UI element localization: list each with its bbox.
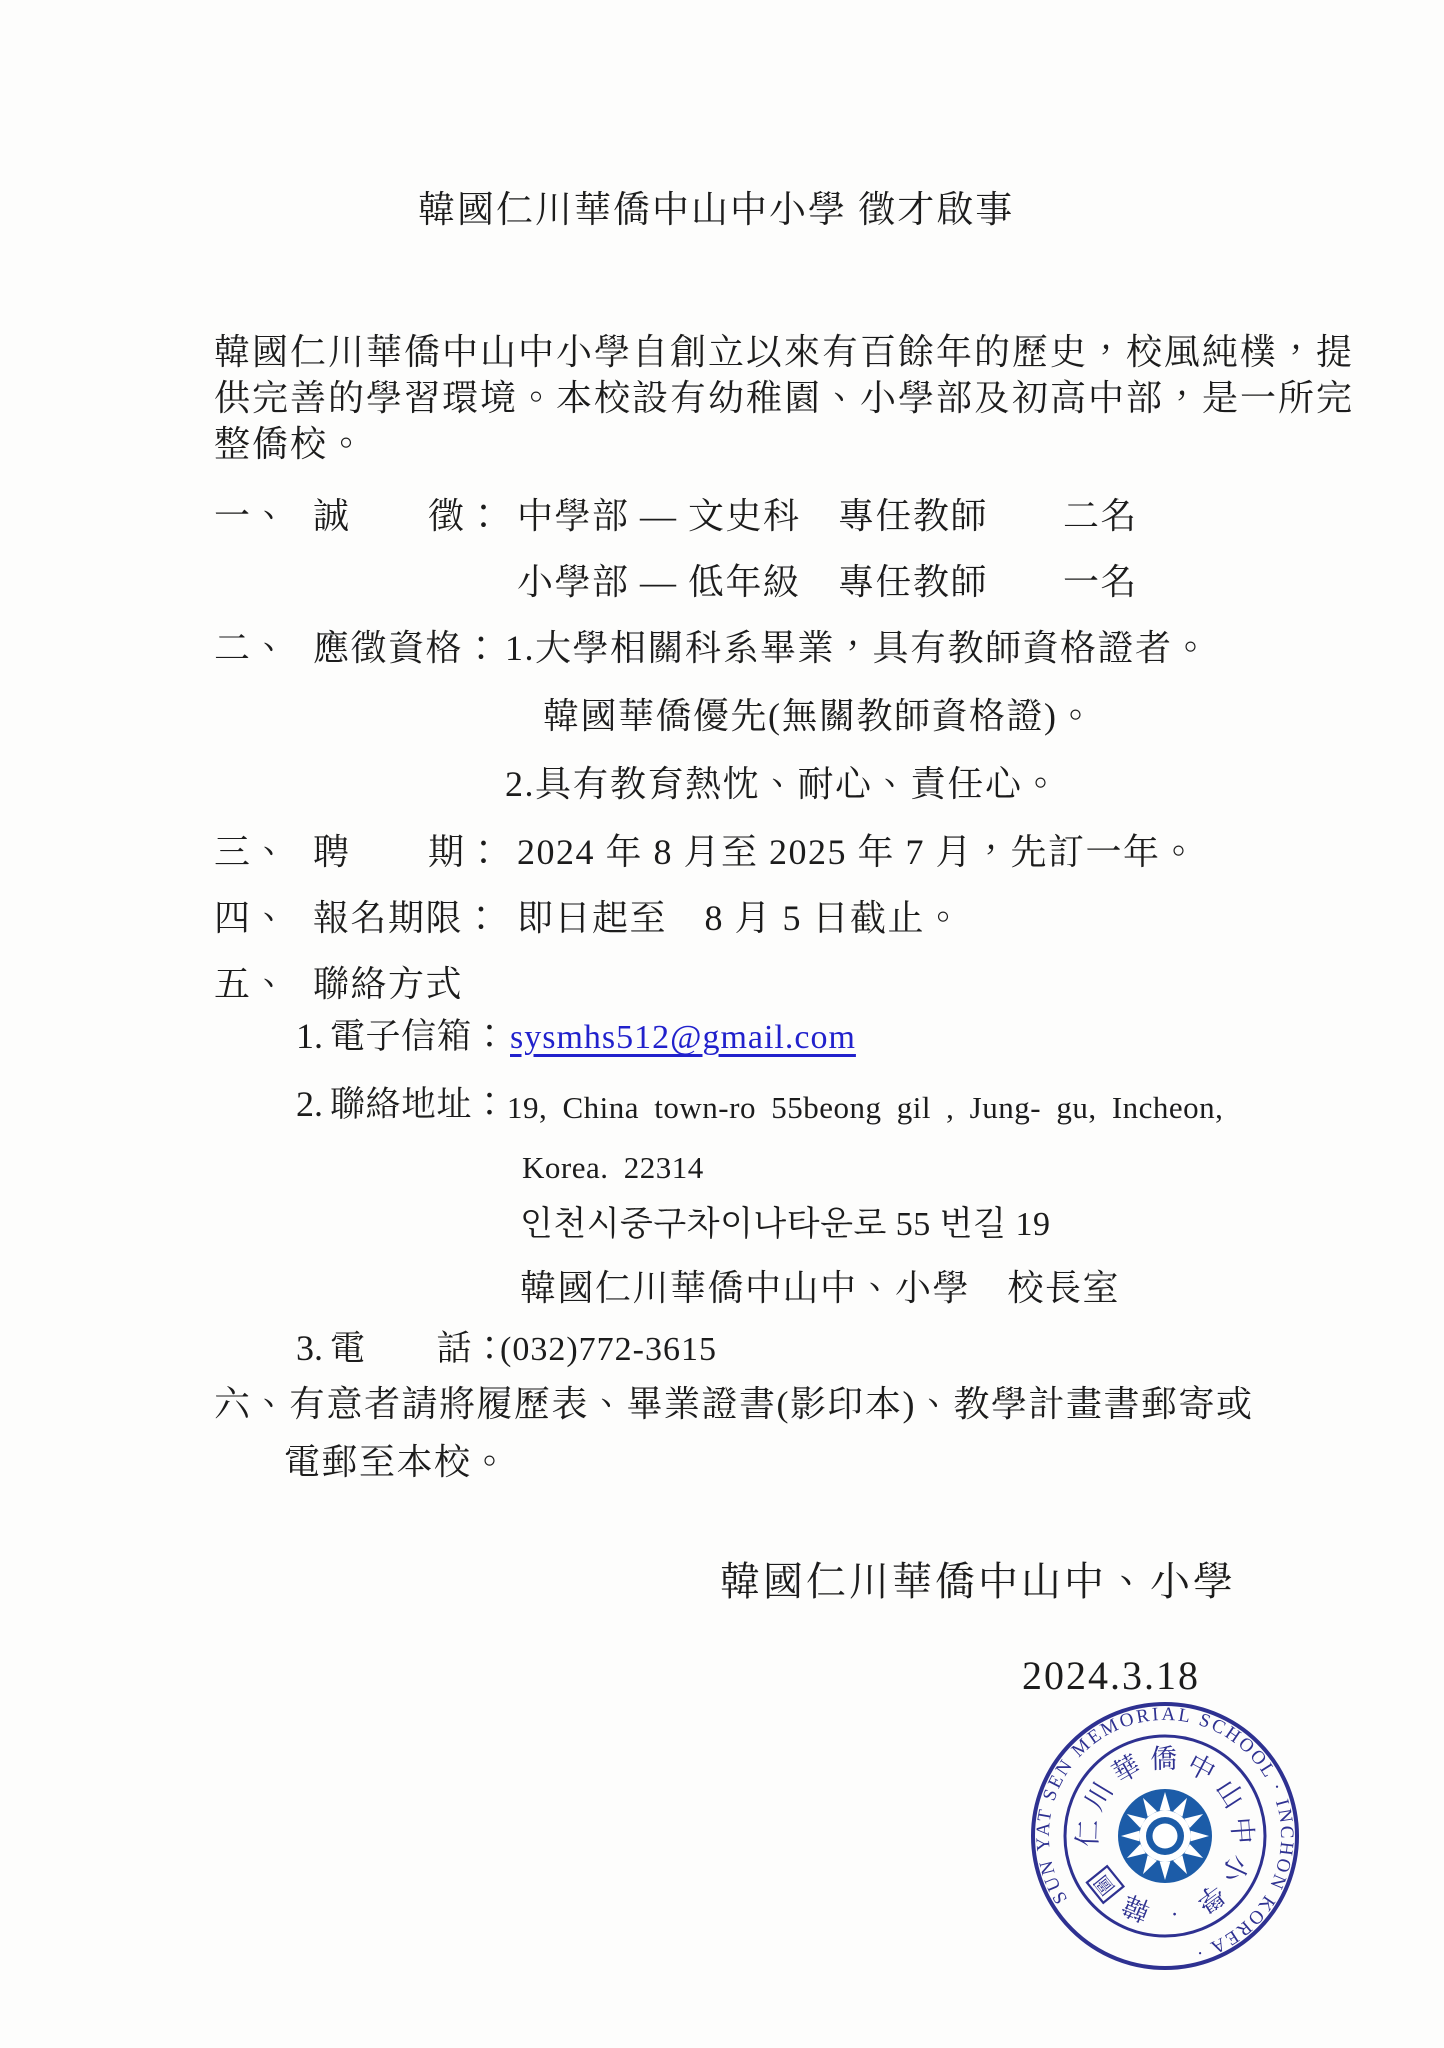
item2-row3: 2.具有教育熱忱、耐心、責任心。 — [505, 764, 1061, 804]
item4-number: 四、 — [214, 898, 290, 938]
item4-label: 報名期限： — [313, 898, 501, 938]
item3-label-b: 期： — [428, 832, 504, 872]
item1-label-a: 誠 — [313, 496, 351, 536]
item5-label: 聯絡方式 — [313, 964, 464, 1004]
contact-phone-label: 電 話： — [330, 1329, 508, 1368]
contact-email-number: 1. — [296, 1016, 323, 1056]
contact-address-number: 2. — [296, 1084, 323, 1124]
seal-char: 學 — [1190, 1878, 1231, 1919]
item1-number: 一、 — [214, 496, 290, 536]
item2-label: 應徵資格： — [313, 628, 501, 668]
item2-row1: 1.大學相關科系畢業，具有教師資格證者。 — [505, 628, 1211, 668]
item3-number: 三、 — [214, 832, 290, 872]
seal-square-mark — [1087, 1866, 1124, 1903]
address-line-korean: 인천시중구차이나타운로 55 번길 19 — [520, 1206, 1051, 1243]
item1-label-b: 徵： — [428, 496, 504, 536]
phone-value: (032)772-3615 — [500, 1331, 717, 1368]
item6-line2: 電郵至本校。 — [284, 1442, 510, 1482]
signature-date: 2024.3.18 — [1022, 1653, 1200, 1698]
school-seal-stamp — [1029, 1700, 1301, 1972]
contact-email-label: 電子信箱： — [330, 1017, 508, 1056]
address-line-english: 19, China town-ro 55beong gil , Jung- gu, Incheon, — [507, 1090, 1224, 1125]
address-line-office: 韓國仁川華僑中山中、小學 校長室 — [520, 1268, 1121, 1308]
seal-square-char: 圖 — [1091, 1870, 1120, 1899]
seal-char: 川 — [1079, 1777, 1119, 1816]
seal-char: 僑 — [1149, 1743, 1178, 1775]
seal-graphic — [1029, 1700, 1301, 1972]
item1-row1: 中學部 — 文史科 專任教師 二名 — [517, 496, 1139, 536]
seal-char: 韓 — [1118, 1888, 1155, 1927]
item3-content: 2024 年 8 月至 2025 年 7 月，先訂一年。 — [517, 832, 1199, 872]
intro-line-2: 供完善的學習環境。本校設有幼稚園、小學部及初高中部，是一所完 — [214, 378, 1355, 418]
signature-school-name: 韓國仁川華僑中山中、小學 — [720, 1559, 1236, 1604]
item6-line1: 六、有意者請將履歷表、畢業證書(影印本)、教學計畫書郵寄或 — [214, 1384, 1254, 1424]
intro-line-3: 整僑校。 — [214, 424, 367, 464]
item2-number: 二、 — [214, 628, 290, 668]
seal-char: 小 — [1215, 1849, 1255, 1888]
seal-ring-text: SUN YAT SEN MEMORIAL SCHOOL · INCHON KOREA · — [1032, 1703, 1298, 1965]
seal-char: 仁 — [1072, 1819, 1104, 1848]
item5-number: 五、 — [214, 964, 290, 1004]
seal-char: 中 — [1225, 1816, 1258, 1846]
page-title: 韓國仁川華僑中山中小學 徵才啟事 — [418, 190, 1015, 231]
contact-address-label: 聯絡地址： — [330, 1085, 508, 1124]
seal-char: 中 — [1182, 1748, 1221, 1788]
item3-label-a: 聘 — [313, 832, 351, 872]
intro-line-1: 韓國仁川華僑中山中小學自創立以來有百餘年的歷史，校風純樸，提 — [214, 332, 1355, 372]
item4-content: 即日起至 8 月 5 日截止。 — [517, 898, 963, 938]
contact-phone-number: 3. — [296, 1328, 323, 1368]
email-link[interactable]: sysmhs512@gmail.com — [510, 1019, 856, 1056]
seal-char: 山 — [1209, 1774, 1250, 1814]
address-line-postal: Korea. 22314 — [522, 1150, 704, 1185]
seal-char: 華 — [1107, 1749, 1146, 1790]
item2-row2: 韓國華僑優先(無關教師資格證)。 — [543, 696, 1095, 736]
item1-row2: 小學部 — 低年級 專任教師 一名 — [517, 562, 1139, 602]
sun-emblem-icon — [1118, 1789, 1212, 1883]
seal-separator-dot: ・ — [1165, 1903, 1183, 1922]
